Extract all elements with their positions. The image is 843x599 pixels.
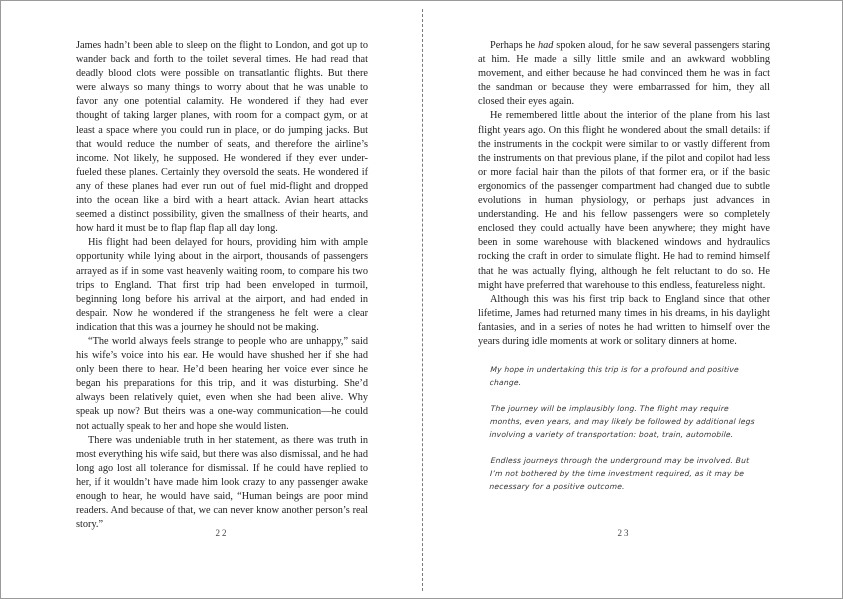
left-paragraph-3: “The world always feels strange to people who are unhappy,” said his wife’s voice into his ear. He would have shushed her if she had only been there to hear. He’d been hearing her voice ever since he began his preparations for this trip, and it was disturbing. She’d always been relatively quiet, even when she had been alive. Why speak up now? But theirs was a one-way communication—he could not actually speak to her and hope she would listen. bbox=[76, 335, 368, 432]
right-paragraph-1-start: Perhaps he bbox=[490, 40, 538, 51]
right-paragraph-1-rest: spoken aloud, for he saw several passengers staring at him. He made a silly little smile and an awkward wobbling movement, and either because he had convinced them he was in fact the sandman or because they were embarrassed for him, they all closed their eyes again. bbox=[478, 40, 770, 108]
left-paragraph-2: His flight had been delayed for hours, providing him with ample opportunity while lying about in the airport, thousands of passengers arrayed as if in some vast heavenly waiting room, to compare his two trips to England. That first trip had been enveloped in turmoil, beginning long before his arrival at the airport, and had ended in despair. Now he wondered if the strangeness he felt were a clear indication that this was a journey he should not be making. bbox=[76, 237, 368, 333]
handwritten-notes bbox=[478, 363, 770, 493]
left-paragraph-1: James hadn’t been able to sleep on the flight to London, and got up to wander back and forth to the toilet several times. He had read that deadly blood clots were possible on transatlantic flights. But there were always so many things to worry about that he was unable to favor any one potential calamity. He wondered if they had ever thought of taking larger planes, with room for a compact gym, or at least a space where you could run in place, or do jumping jacks. But that would reduce the number of seats, and therefore the airline’s income. Not likely, he supposed. He wondered if they ever under-fueled these planes. Certainly they oversold the seats. He wondered if any of these planes had ever run out of fuel mid-flight and dropped into the ocean like a bird with a heart attack. Avian heart attacks seemed a distinct possibility, given the smallness of their hearts, and how hard it must be to flap flap flap all day long. bbox=[76, 40, 368, 235]
emphasized-word: had bbox=[537, 40, 554, 51]
page-gutter-divider bbox=[422, 9, 423, 591]
right-page-text bbox=[478, 39, 770, 506]
right-paragraph-1 bbox=[478, 39, 770, 109]
handwritten-note-1: My hope in undertaking this trip is for a profound and positive change. bbox=[489, 365, 740, 388]
left-paragraph-4: There was undeniable truth in her statement, as there was truth in most everything his wife said, but there was also dismissal, and he had long ago lost all tolerance for dismissal. If he could have replied to her, if it wouldn’t have made him look crazy to any passenger awake enough to hear, he would have said, “Human beings are poor mind readers. And because of that, we can never know another person’s real story.” bbox=[76, 434, 368, 531]
right-paragraph-2: He remembered little about the interior of the plane from his last flight years ago. On this flight he wondered about the small details: if the instruments in the cockpit were similar to or vastly different from the instruments on that previous plane, if the pilot and copilot had less or more facial hair than the pilots of that former era, or if the basic ergonomics of the passenger compartment had changed due to subtle evolutions in human physiology, or perhaps just advances in understanding. He and his fellow passengers were so completely enclosed they could actually have been anywhere; they might have been in some warehouse with blackened windows and hydraulics rocking the craft in order to simulate flight. He had to remind himself that he was actually flying, although he felt reluctant to do so. He might have preferred that warehouse to this endless, featureless night. bbox=[478, 110, 770, 291]
right-page-number: 23 bbox=[617, 528, 631, 538]
left-page-text bbox=[76, 39, 368, 532]
handwritten-note-2: The journey will be implausibly long. The flight may require months, even years, and may likely be followed by additional legs involving a variety of transportation: boat, train, automobile. bbox=[489, 404, 756, 440]
right-paragraph-3: Although this was his first trip back to England since that other lifetime, James had returned many times in his dreams, in his daylight fantasies, and in a series of notes he had written to himself over the years during idle moments at work or solitary dinners at home. bbox=[478, 293, 770, 347]
handwritten-note-3: Endless journeys through the underground may be involved. But I’m not bothered by the time investment required, as it may be necessary for a positive outcome. bbox=[489, 456, 750, 492]
left-page-number: 22 bbox=[215, 528, 229, 538]
